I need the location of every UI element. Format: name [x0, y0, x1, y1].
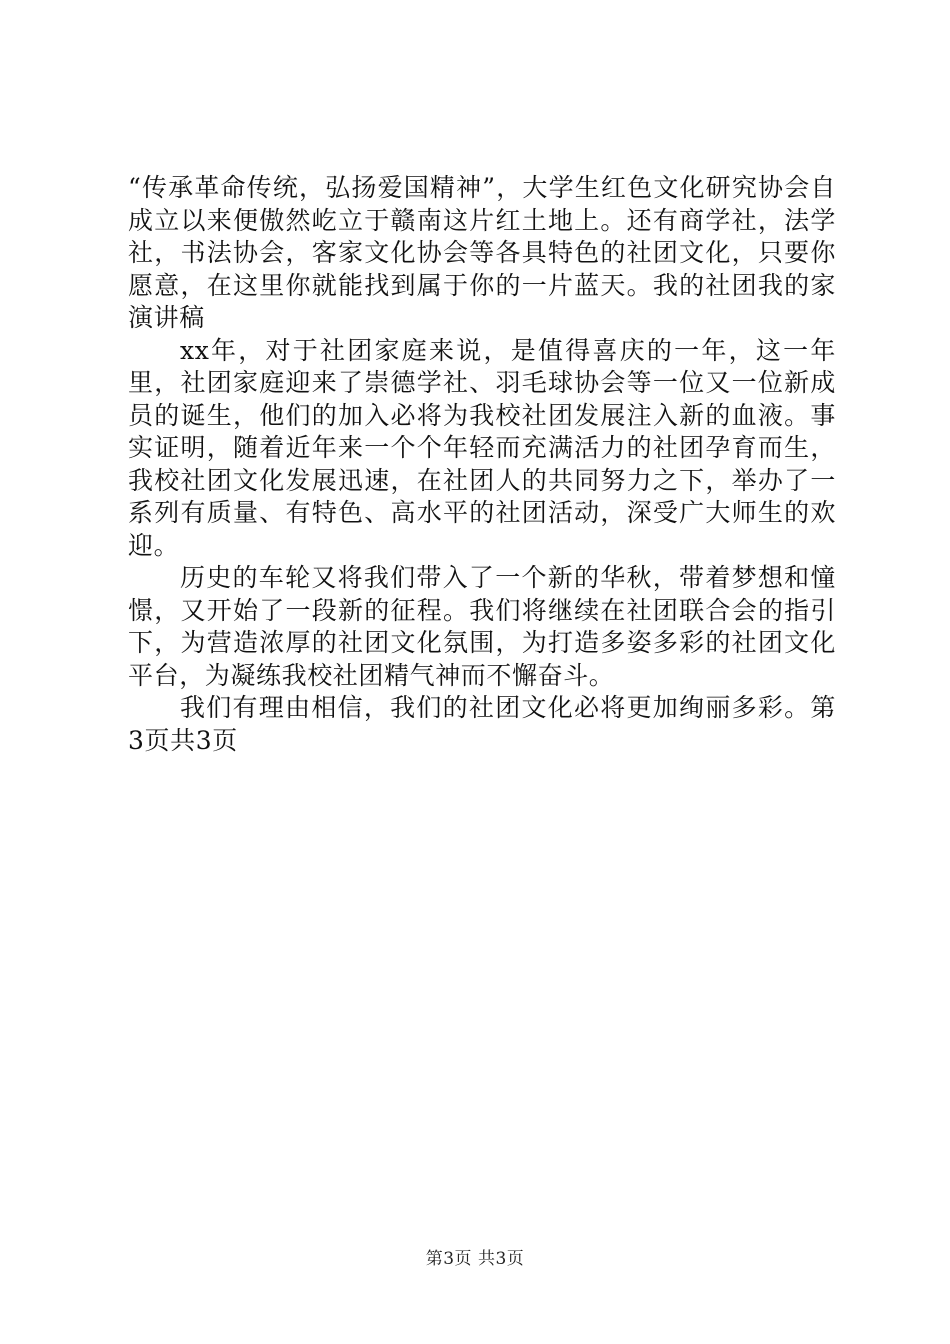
paragraph-4: 我们有理由相信，我们的社团文化必将更加绚丽多彩。第3页共3页 — [128, 693, 836, 755]
page-footer: 第3页 共3页 — [425, 1249, 525, 1269]
paragraph-1: “传承革命传统，弘扬爱国精神”，大学生红色文化研究协会自成立以来便傲然屹立于赣南这片红土地上。还有商学社，法学社，书法协会，客家文化协会等各具特色的社团文化，只要你愿意，在这里你就能找到属于你的一片蓝天。我的社团我的家演讲稿 — [128, 173, 836, 332]
document-body — [128, 172, 836, 757]
paragraph-3: 历史的车轮又将我们带入了一个新的华秋，带着梦想和憧憬，又开始了一段新的征程。我们将继续在社团联合会的指引下，为营造浓厚的社团文化氛围，为打造多姿多彩的社团文化平台，为凝练我校社团精气神而不懈奋斗。 — [128, 563, 836, 690]
paragraph-2: xx年，对于社团家庭来说，是值得喜庆的一年，这一年里，社团家庭迎来了崇德学社、羽毛球协会等一位又一位新成员的诞生，他们的加入必将为我校社团发展注入新的血液。事实证明，随着近年来一个个年轻而充满活力的社团孕育而生，我校社团文化发展迅速，在社团人的共同努力之下，举办了一系列有质量、有特色、高水平的社团活动，深受广大师生的欢迎。 — [128, 335, 836, 560]
